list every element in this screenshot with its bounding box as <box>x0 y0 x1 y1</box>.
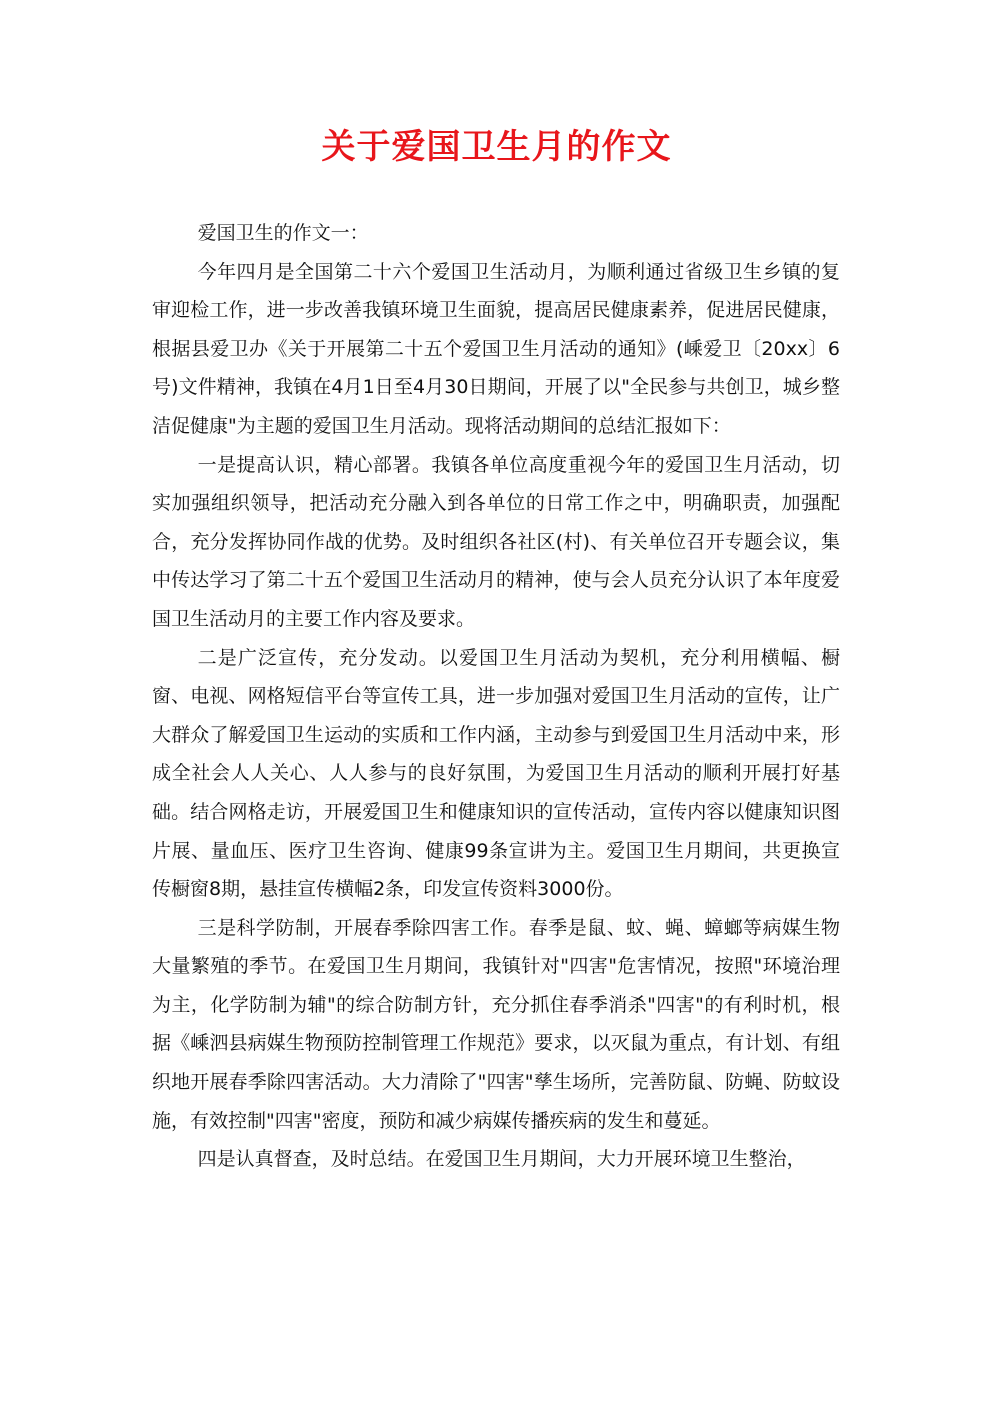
paragraph: 一是提高认识，精心部署。我镇各单位高度重视今年的爱国卫生月活动，切实加强组织领导，把活动充分融入到各单位的日常工作之中，明确职责，加强配合，充分发挥协同作战的优势。及时组织各社区(村)、有关单位召开专题会议，集中传达学习了第二十五个爱国卫生活动月的精神，使与会人员充分认识了本年度爱国卫生活动月的主要工作内容及要求。 <box>152 453 840 630</box>
paragraph: 三是科学防制，开展春季除四害工作。春季是鼠、蚊、蝇、蟑螂等病媒生物大量繁殖的季节。在爱国卫生月期间，我镇针对"四害"危害情况，按照"环境治理为主，化学防制为辅"的综合防制方针，充分抓住春季消杀"四害"的有利时机，根据《嵊泗县病媒生物预防控制管理工作规范》要求，以灭鼠为重点，有计划、有组织地开展春季除四害活动。大力清除了"四害"孳生场所，完善防鼠、防蝇、防蚊设施，有效控制"四害"密度，预防和减少病媒传播疾病的发生和蔓延。 <box>152 916 840 1132</box>
paragraph-heading: 爱国卫生的作文一： <box>197 222 369 244</box>
paragraph: 今年四月是全国第二十六个爱国卫生活动月，为顺利通过省级卫生乡镇的复审迎检工作，进一步改善我镇环境卫生面貌，提高居民健康素养，促进居民健康，根据县爱卫办《关于开展第二十五个爱国卫生月活动的通知》(嵊爱卫〔20xx〕6号)文件精神，我镇在4月1日至4月30日期间，开展了以"全民参与共创卫，城乡整洁促健康"为主题的爱国卫生月活动。现将活动期间的总结汇报如下： <box>152 260 840 437</box>
paragraph: 二是广泛宣传，充分发动。以爱国卫生月活动为契机，充分利用横幅、橱窗、电视、网格短信平台等宣传工具，进一步加强对爱国卫生月活动的宣传，让广大群众了解爱国卫生运动的实质和工作内涵，主动参与到爱国卫生月活动中来，形成全社会人人关心、人人参与的良好氛围，为爱国卫生月活动的顺利开展打好基础。结合网格走访，开展爱国卫生和健康知识的宣传活动，宣传内容以健康知识图片展、量血压、医疗卫生咨询、健康99条宣讲为主。爱国卫生月期间，共更换宣传橱窗8期，悬挂宣传横幅2条，印发宣传资料3000份。 <box>152 646 840 901</box>
document-title: 关于爱国卫生月的作文 <box>321 127 672 167</box>
paragraph: 四是认真督查，及时总结。在爱国卫生月期间，大力开展环境卫生整治， <box>197 1148 806 1171</box>
document-body <box>152 214 840 1179</box>
